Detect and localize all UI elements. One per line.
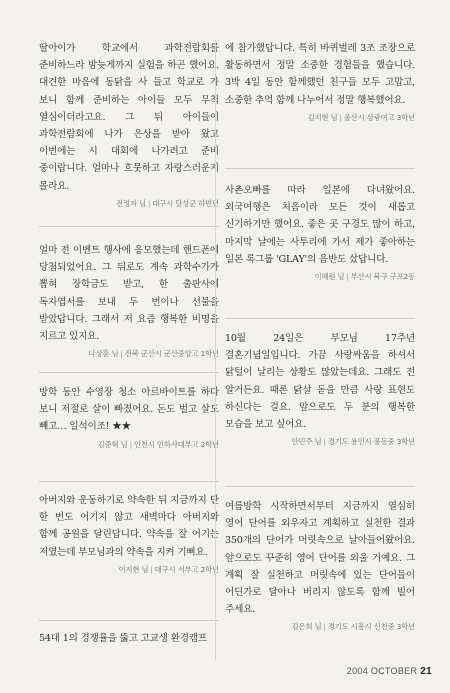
author-name: 나상훈 님 [88,349,119,359]
reader-entry [39,384,219,450]
reader-entry [225,498,415,632]
entry-text: 딸아이가 학교에서 과학전람회를 준비하느라 밤늦게까지 실험을 하곤 했어요. 대견한 마음에 동닭을 사 들고 학교로 가 보니 함께 준비하는 아이들 모두 무척 열심이더라고요. 그 뒤 아이들이 과학전람회에 나가 은상을 받아 왔고 이번에는 시 대회에 나가려고 준비 중이랍니다. 얼마나 흐뭇하고 자랑스러운지 몰라요. [39,43,219,192]
issue-date: 2004 OCTOBER [346,666,418,676]
entry-author: 나상훈 님 | 전북 군산시 군산중앙고 1학년 [88,349,219,359]
entry-divider [225,486,415,487]
author-name: 전정자 님 [116,198,146,208]
reader-entry [225,330,415,447]
entry-divider [225,318,415,319]
author-name: 김지현 님 [307,112,338,122]
entry-text: 사촌오빠를 따라 일본에 다녀왔어요. 외국여행은 처음이라 모든 것이 새롭고 신기하기만 했어요. 좋은 곳 구경도 많이 하고, 마지막 날에는 사투리에 가서 제가 좋아하는 일본 록그룹 'GLAY'의 음반도 샀답니다. [225,185,415,265]
author-affiliation: 대구시 달성군 하빈면 [152,198,219,208]
entry-divider [225,168,415,169]
entry-author: 안민주 님 | 경기도 용인시 풍동중 3학년 [291,437,415,447]
author-name: 김준혁 님 [97,439,128,449]
entry-text: 여름방학 시작하면서부터 지금까지 열심히 영어 단어를 외우자고 계획하고 실천한 결과 350개의 단어가 머릿속으로 날아들어왔어요. 앞으로도 꾸준히 영어 단어를 외울 거예요. 그 계획 잘 실천하고 머릿속에 있는 단어들이 어딘가로 달아나 버리지 않도록 함께 빌어 주세요. [225,501,415,616]
entry-text: 에 참가했답니다. 특히 바퀴벌레 3조 조장으로 활동하면서 정말 소중한 경험들을 했습니다. 3박 4일 동안 함께했던 친구들 모두 고맙고, 소중한 추억 함께 나누어서 정말 행복했어요. [225,43,415,106]
reader-entry [225,182,415,282]
author-affiliation: 경기도 시흥시 신천중 3학년 [327,622,415,632]
reader-entry [39,630,219,647]
entry-author: 이지현 님 | 대구시 서부고 2학년 [118,564,219,574]
author-affiliation: 부산시 북구 구포2동 [350,272,415,282]
entry-author: 전정자 님 | 대구시 달성군 하빈면 [116,198,219,208]
column-rule [215,40,216,660]
entry-divider [39,620,219,621]
page-footer [347,666,432,677]
author-name: 이혜원 님 [314,272,345,282]
entry-text: 아버지와 운동하기로 약속한 뒤 지금까지 단 한 번도 어기지 않고 새벽마다 아버지와 함께 공원을 달린답니다. 약속을 잘 어기는 저였는데 부모님과의 약속을 지켜 기뻐요. [39,495,219,558]
entry-divider [39,481,219,482]
author-affiliation: 울산시 삼광여고 3학년 [343,112,415,122]
entry-text: 54대 1의 경쟁률을 뚫고 고교생 환경캠프 [39,633,207,644]
reader-entry [39,40,219,209]
entry-author: 이혜원 님 | 부산시 북구 구포2동 [314,272,415,282]
author-affiliation: 전북 군산시 군산중앙고 1학년 [124,349,219,359]
author-affiliation: 경기도 용인시 풍동중 3학년 [327,437,415,447]
author-affiliation: 인천시 인하사대부고 2학년 [133,439,219,449]
reader-entry [39,242,219,359]
reader-entry [39,492,219,575]
reader-entry [225,40,415,123]
entry-divider [39,226,219,227]
page-number: 21 [420,666,432,677]
entry-divider [39,372,219,373]
author-name: 안민주 님 [291,437,322,447]
author-name: 김은희 님 [291,622,322,632]
entry-text: 얼마 전 이벤트 행사에 응모했는데 핸드폰에 당첨되었어요. 그 뒤로도 계속 과학수가가 뽑혀 장학금도 받고, 한 출판사에 독자엽서를 보내 두 번이나 선물을 받았답니다. 그래서 저 요즘 행복한 비명을 지르고 있지요. [39,245,219,343]
entry-author: 김지현 님 | 울산시 삼광여고 3학년 [307,112,415,122]
entry-text: 방학 동안 수영장 청소 아르바이트를 하다 보니 저절로 살이 빠졌어요. 돈도 벌고 살도 빼고… 일석이조! ★★ [39,387,219,433]
author-name: 이지현 님 [118,564,149,574]
entry-author: 김준혁 님 | 인천시 인하사대부고 2학년 [97,439,219,449]
entry-author: 김은희 님 | 경기도 시흥시 신천중 3학년 [291,622,415,632]
entry-text: 10월 24일은 부모님 17주년 결혼기념일입니다. 가끔 사랑싸움을 하셔서 닭털이 날리는 상황도 많았는데요. 그래도 전 알거든요. 때론 닭살 돋을 만큼 사랑 표현도 하신다는 걸요. 앞으로도 두 분의 행복한 모습을 보고 싶어요. [225,333,415,431]
author-affiliation: 대구시 서부고 2학년 [154,564,219,574]
